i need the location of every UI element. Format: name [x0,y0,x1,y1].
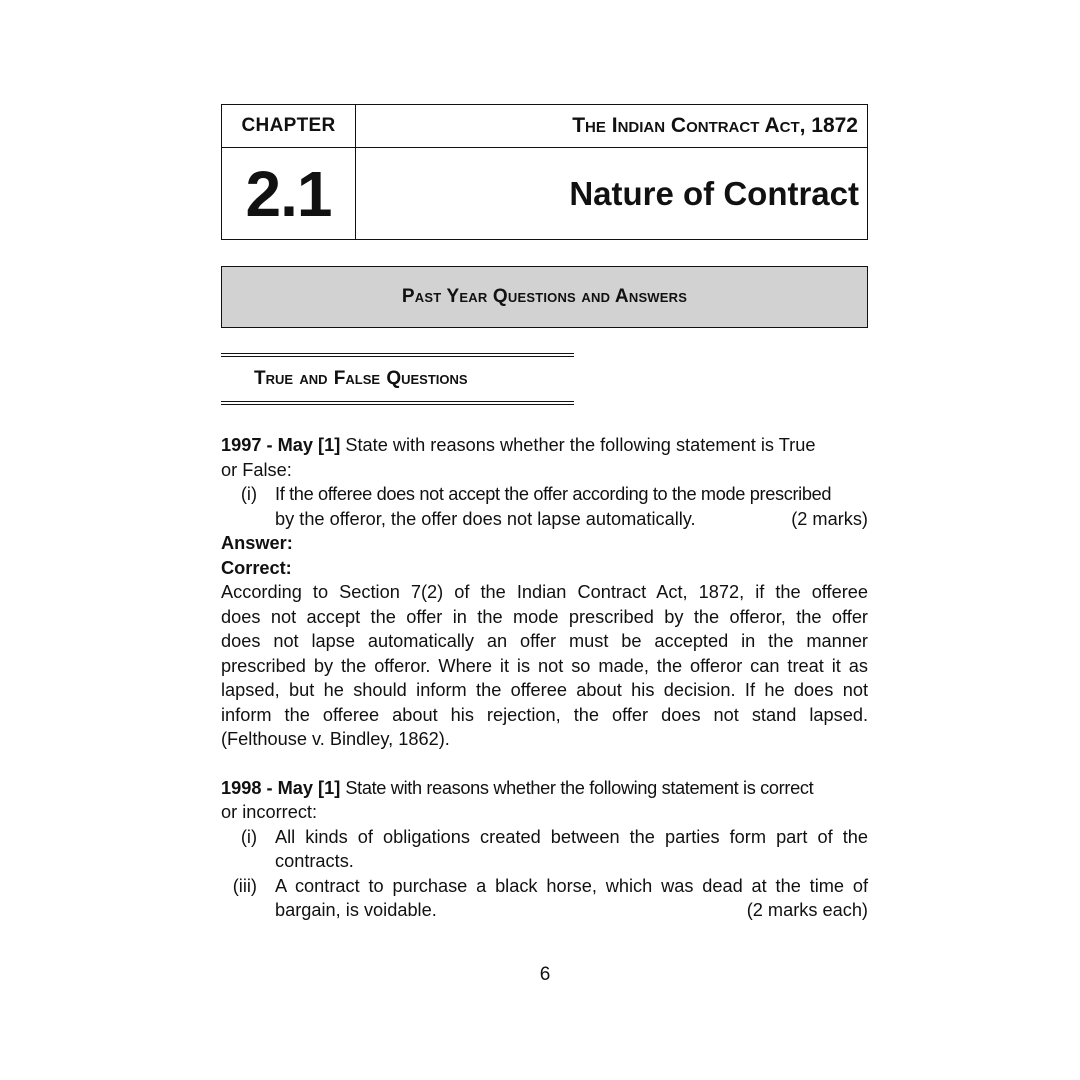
item-text: A contract to purchase a black horse, which was dead at the time of [275,875,868,896]
chapter-title: Nature of Contract [569,174,859,212]
question-tag: 1997 - May [1] [221,435,341,455]
answer-text [221,580,868,752]
answer-line: inform the offeree about his rejection, the offer does not stand lapsed. [221,704,868,725]
chapter-number: 2.1 [222,148,356,239]
prompt-text: or incorrect: [221,802,318,822]
item-text: All kinds of obligations created between the parties form part of the [275,826,868,847]
item-number: (iii) [232,875,257,896]
prompt-text: State with reasons whether the following statement is correct [345,777,814,798]
act-title: The Indian Contract Act, 1872 [356,105,867,148]
answer-line: prescribed by the offeror. Where it is not so made, the offeror can treat it as [221,655,868,676]
item-text: bargain, is voidable. [275,900,437,920]
item-text: by the offeror, the offer does not lapse automatically. [275,508,696,529]
section-banner: Past Year Questions and Answers [221,266,868,328]
list-item [221,825,868,874]
answer-line: According to Section 7(2) of the Indian Contract Act, 1872, if the offeree [221,582,868,602]
item-text: contracts. [275,851,354,871]
answer-line: (Felthouse v. Bindley, 1862). [221,729,450,749]
answer-line: lapsed, but he should inform the offeree about his decision. If he does not [221,680,868,700]
page-number: 6 [539,964,551,985]
marks: (2 marks each) [746,900,868,920]
list-item [221,482,868,531]
answer-verdict: Correct: [221,557,292,578]
item-text: If the offeree does not accept the offer according to the mode prescribed [275,484,832,504]
chapter-label: CHAPTER [222,105,356,148]
page-content [221,104,868,923]
questions-body [221,433,868,923]
question-prompt [221,433,868,458]
prompt-text: State with reasons whether the following statement is True [345,435,816,455]
marks: (2 marks) [791,508,868,529]
question-tag: 1998 - May [1] [221,777,341,798]
question-2 [221,776,868,923]
subheading: True and False Questions [254,368,468,389]
answer-label: Answer: [221,533,293,553]
chapter-header [221,104,868,240]
item-number: (i) [240,484,257,504]
prompt-text: or False: [221,459,292,480]
question-1 [221,433,868,752]
list-item [221,874,868,923]
subheading-block [221,353,574,405]
question-prompt [221,776,868,801]
answer-line: does not lapse automatically an offer must be accepted in the manner [221,631,868,651]
item-number: (i) [240,826,257,847]
divider [221,401,574,405]
answer-line: does not accept the offer in the mode prescribed by the offeror, the offer [221,606,868,627]
